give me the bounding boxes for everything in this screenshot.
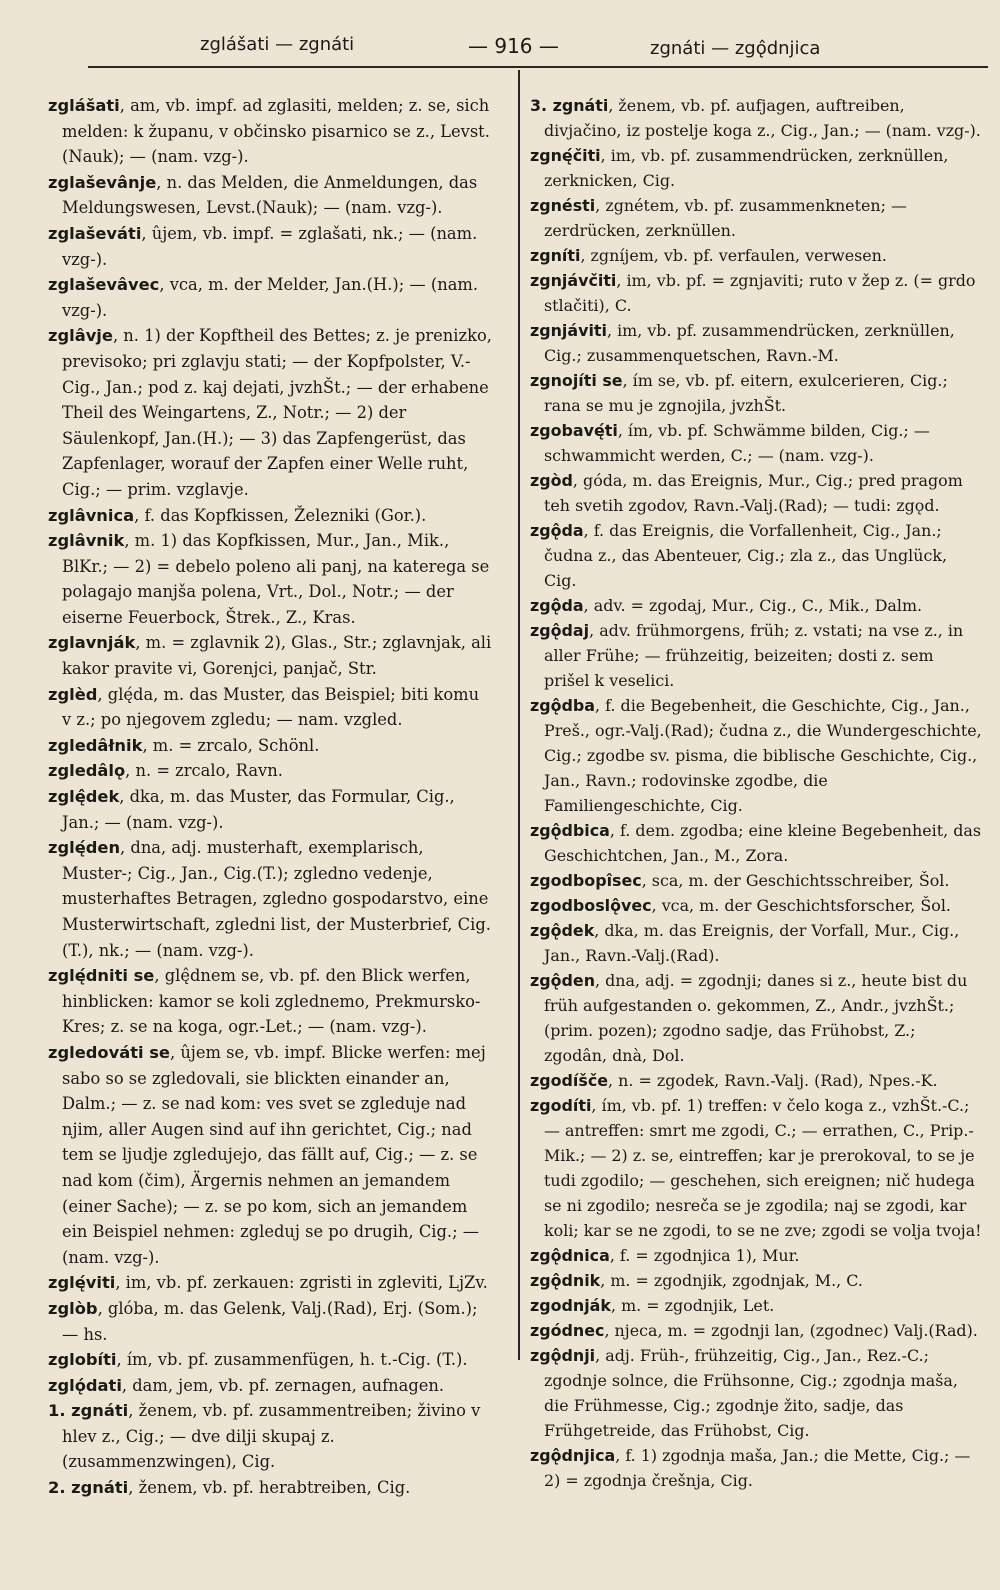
entry-headword: zgnjáviti <box>530 321 607 340</box>
entry-definition: , im, vb. pf. zusammendrücken, zerknüllen, zerknicken, Cig. <box>544 146 949 190</box>
entry-headword: zglaševânje <box>48 172 157 192</box>
entry-definition: , dka, m. das Ereignis, der Vorfall, Mur., Cig., Jan., Ravn.-Valj.(Rad). <box>544 921 960 965</box>
dictionary-entry <box>530 468 982 518</box>
entry-headword: zgodíšče <box>530 1071 609 1090</box>
dictionary-entry <box>530 893 982 918</box>
dictionary-entry <box>48 963 493 1040</box>
dictionary-entry <box>530 143 982 193</box>
entry-definition: , ím, vb. pf. 1) treffen: v čelo koga z., vzhŠt.-C.; — antreffen: smrt me zgodi, C.; — errathen, C., Prip.-Mik.; — 2) z. se, eintreffen; kar je prerokoval, to se je tudi zgodilo; — geschehen, sich ereignen; nič hudega se ni zgodilo; nesreča se je zgodila; naj se zgodi, kar koli; kar se ne zgodi, to se ne zve; zgodi se volja tvoja! <box>544 1096 982 1240</box>
page-header <box>0 0 1000 64</box>
entry-headword: zglâvnica <box>48 505 135 525</box>
entry-headword: zgnę́čiti <box>530 146 601 165</box>
entry-definition: , f. das Kopfkissen, Železniki (Gor.). <box>134 505 427 525</box>
entry-definition: , glę̂dnem se, vb. pf. den Blick werfen, hinblicken: kamor se koli zglednemo, Prekmursko-Kres; z. se na koga, ogr.-Let.; — (nam. vzg-). <box>62 966 481 1037</box>
dictionary-entry <box>530 693 982 818</box>
entry-definition: , dam, jem, vb. pf. zernagen, aufnagen. <box>121 1375 445 1395</box>
entry-headword: zgledováti se <box>48 1042 170 1062</box>
entry-definition: , m. = zglavnik 2), Glas., Str.; zglavnjak, ali kakor pravite vi, Gorenjci, panjač, Str. <box>62 633 492 679</box>
left-guide-word: zglášati — zgnáti <box>200 34 355 55</box>
entry-headword: zglę́viti <box>48 1273 116 1293</box>
entry-headword: zgǫ̂dnik <box>530 1271 601 1290</box>
dictionary-entry <box>530 968 982 1068</box>
dictionary-entry <box>48 1270 493 1296</box>
dictionary-entry <box>530 318 982 368</box>
entry-headword: zgǫ̂da <box>530 521 584 540</box>
dictionary-entry <box>530 1343 982 1443</box>
column-divider <box>518 70 520 1360</box>
entry-headword: zglę́dniti se <box>48 966 155 986</box>
entry-definition: , m. = zgodnjik, Let. <box>610 1296 775 1315</box>
dictionary-entry <box>530 1318 982 1343</box>
dictionary-entry <box>48 272 493 323</box>
entry-headword: zgnésti <box>530 196 596 215</box>
entry-definition: , zgnétem, vb. pf. zusammenkneten; — zerdrücken, zerknüllen. <box>544 196 907 240</box>
entry-definition: , m. = zgodnjik, zgodnjak, M., C. <box>600 1271 863 1290</box>
entry-headword: zglèd <box>48 684 98 704</box>
entry-headword: zglòb <box>48 1298 98 1318</box>
entry-definition: , ženem, vb. pf. zusammentreiben; živino v hlev z., Cig.; — dve dilji skupaj z. (zusammenzwingen), Cig. <box>62 1401 481 1472</box>
dictionary-entry <box>48 1475 493 1501</box>
entry-definition: , dna, adj. musterhaft, exemplarisch, Muster-; Cig., Jan., Cig.(T.); zgledno vedenje, musterhaftes Betragen, zgledno gospodarstvo, eine Musterwirtschaft, zgledni list, der Musterbrief, Cig.(T.), nk.; — (nam. vzg-). <box>62 838 491 960</box>
entry-headword: zglášati <box>48 96 120 115</box>
dictionary-entry <box>48 784 493 835</box>
dictionary-entry <box>48 221 493 272</box>
entry-definition: , m. 1) das Kopfkissen, Mur., Jan., Mik., BlKr.; — 2) = debelo poleno ali panj, na katerega se polagajo manjša polena, Vrt., Dol., Notr.; — der eiserne Feuerbock, Štrek., Z., Kras. <box>62 531 490 627</box>
dictionary-entry <box>530 243 982 268</box>
entry-headword: zgǫ̂dnica <box>530 1246 610 1265</box>
dictionary-entry <box>530 193 982 243</box>
entry-headword: zgledâlǫ <box>48 761 126 781</box>
entry-headword: zglaševáti <box>48 223 142 243</box>
entry-definition: , dna, adj. = zgodnji; danes si z., heute bist du früh aufgestanden o. gekommen, Z., Andr., jvzhŠt.; (prim. pozen); zgodno sadje, das Frühobst, Z.; zgodân, dnà, Dol. <box>544 971 968 1065</box>
dictionary-entry <box>48 1398 493 1475</box>
entry-definition: , n. das Melden, die Anmeldungen, das Meldungswesen, Levst.(Nauk); — (nam. vzg-). <box>62 172 478 218</box>
right-column <box>530 93 982 1493</box>
entry-headword: zglaševâvec <box>48 275 160 295</box>
entry-headword: zglę́den <box>48 838 121 858</box>
entry-definition: , f. das Ereignis, die Vorfallenheit, Cig., Jan.; čudna z., das Abenteuer, Cig.; zla z., das Unglück, Cig. <box>544 521 948 590</box>
dictionary-entry <box>48 758 493 784</box>
entry-definition: , adv. = zgodaj, Mur., Cig., C., Mik., Dalm. <box>583 596 923 615</box>
dictionary-entry <box>48 1040 493 1270</box>
entry-definition: , zgníjem, vb. pf. verfaulen, verwesen. <box>580 246 887 265</box>
entry-headword: zgnjávčiti <box>530 271 617 290</box>
entry-headword: zgǫ̂den <box>530 971 596 990</box>
entry-definition: , glóba, m. das Gelenk, Valj.(Rad), Erj. (Som.); — hs. <box>62 1298 478 1344</box>
page-number: — 916 — <box>468 34 559 58</box>
dictionary-entry <box>48 1373 493 1399</box>
dictionary-entry <box>48 1347 493 1373</box>
entry-definition: , njeca, m. = zgodnji lan, (zgodnec) Valj.(Rad). <box>604 1321 978 1340</box>
entry-headword: 1. zgnáti <box>48 1401 129 1421</box>
dictionary-entry <box>530 818 982 868</box>
entry-definition: , im, vb. pf. = zgnjaviti; ruto v žep z. (= grdo stlačiti), C. <box>544 271 976 315</box>
entry-definition: , ím, vb. pf. Schwämme bilden, Cig.; — schwammicht werden, C.; — (nam. vzg-). <box>544 421 930 465</box>
dictionary-entry <box>530 618 982 693</box>
entry-definition: , sca, m. der Geschichtsschreiber, Šol. <box>641 871 950 890</box>
entry-headword: zglobíti <box>48 1350 117 1370</box>
entry-definition: , vca, m. der Geschichtsforscher, Šol. <box>651 896 951 915</box>
entry-definition: , f. 1) zgodnja maša, Jan.; die Mette, Cig.; — 2) = zgodnja črešnja, Cig. <box>544 1446 971 1490</box>
dictionary-entry <box>48 733 493 759</box>
dictionary-entry <box>530 368 982 418</box>
entry-definition: , vca, m. der Melder, Jan.(H.); — (nam. vzg-). <box>62 275 479 320</box>
dictionary-entry <box>48 835 493 963</box>
entry-definition: , im, vb. pf. zerkauen: zgristi in zgleviti, LjZv. <box>115 1273 488 1293</box>
entry-headword: zglę̂dek <box>48 787 120 807</box>
entry-headword: zgodboslǫ̂vec <box>530 896 652 915</box>
dictionary-entry <box>530 1243 982 1268</box>
right-guide-word: zgnáti — zgǫ̂dnjica <box>650 38 821 59</box>
dictionary-entry <box>530 593 982 618</box>
entry-definition: , ím, vb. pf. zusammenfügen, h. t.-Cig. (T.). <box>116 1350 468 1370</box>
dictionary-entry <box>530 1093 982 1243</box>
entry-definition: , dka, m. das Muster, das Formular, Cig., Jan.; — (nam. vzg-). <box>62 787 455 832</box>
entry-definition: , im, vb. pf. zusammendrücken, zerknüllen, Cig.; zusammenquetschen, Ravn.-M. <box>544 321 955 365</box>
dictionary-entry <box>530 93 982 143</box>
dictionary-entry <box>530 518 982 593</box>
entry-definition: , n. = zgodek, Ravn.-Valj. (Rad), Npes.-K. <box>608 1071 938 1090</box>
dictionary-entry <box>530 868 982 893</box>
entry-headword: zgobavę́ti <box>530 421 618 440</box>
dictionary-entry <box>48 528 493 630</box>
dictionary-entry <box>530 1293 982 1318</box>
dictionary-entry <box>530 418 982 468</box>
entry-definition: , ûjem, vb. impf. = zglašati, nk.; — (nam. vzg-). <box>62 223 478 269</box>
entry-headword: 2. zgnáti <box>48 1478 129 1498</box>
entry-headword: zgodnják <box>530 1296 611 1315</box>
entry-headword: zgǫ̂dbica <box>530 821 610 840</box>
entry-definition: , adv. frühmorgens, früh; z. vstati; na vse z., in aller Frühe; — frühzeitig, beizeiten; dosti z. sem prišel k veselici. <box>544 621 964 690</box>
entry-headword: zgǫ̂dba <box>530 696 596 715</box>
dictionary-entry <box>48 503 493 529</box>
entry-headword: zgníti <box>530 246 581 265</box>
entry-headword: 3. zgnáti <box>530 96 609 115</box>
entry-definition: , ženem, vb. pf. herabtreiben, Cig. <box>128 1478 411 1498</box>
entry-headword: zglâvnik <box>48 531 125 551</box>
dictionary-entry <box>530 1443 982 1493</box>
entry-headword: zgǫ̂daj <box>530 621 590 640</box>
entry-definition: , am, vb. impf. ad zglasiti, melden; z. se, sich melden: k županu, v občinsko pisarnico se z., Levst. (Nauk); — (nam. vzg-). <box>62 96 490 167</box>
entry-headword: zglâvje <box>48 326 113 346</box>
entry-definition: , góda, m. das Ereignis, Mur., Cig.; pred pragom teh svetih zgodov, Ravn.-Valj.(Rad); — tudi: zgǫd. <box>544 471 963 515</box>
entry-definition: , n. 1) der Kopftheil des Bettes; z. je prenizko, previsoko; pri zglavju stati; — der Kopfpolster, V.-Cig., Jan.; pod z. kaj dejati, jvzhŠt.; — der erhabene Theil des Weingartens, Z., Notr.; — 2) der Säulenkopf, Jan.(H.); — 3) das Zapfengerüst, das Zapfenlager, worauf der Zapfen einer Welle ruht, Cig.; — prim. vzglavje. <box>62 326 492 499</box>
entry-definition: , ím se, vb. pf. eitern, exulcerieren, Cig.; rana se mu je zgnojila, jvzhŠt. <box>544 371 948 415</box>
entry-headword: zgǫ̂da <box>530 596 584 615</box>
entry-headword: zgnojíti se <box>530 371 623 390</box>
entry-definition: , ûjem se, vb. impf. Blicke werfen: mej sabo so se zgledovali, sie blickten einander an, Dalm.; — z. se nad kom: ves svet se zgleduje nad njim, aller Augen sind auf ihn gerichtet, Cig.; nad tem se ljudje zgledujejo, das fällt auf, Cig.; — z. se nad kom (čim), Ärgernis nehmen an jemandem (einer Sache); — z. se po kom, sich an jemandem ein Beispiel nehmen: zgleduj se po drugih, Cig.; — (nam. vzg-). <box>62 1042 486 1267</box>
entry-definition: , n. = zrcalo, Ravn. <box>125 761 283 781</box>
entry-definition: , f. dem. zgodba; eine kleine Begebenheit, das Geschichtchen, Jan., M., Zora. <box>544 821 982 865</box>
entry-headword: zgǫ̂dnji <box>530 1346 596 1365</box>
entry-headword: zgodbopîsec <box>530 871 642 890</box>
entry-definition: , glę́da, m. das Muster, das Beispiel; biti komu v z.; po njegovem zgledu; — nam. vzgled. <box>62 684 480 730</box>
entry-definition: , f. die Begebenheit, die Geschichte, Cig., Jan., Preš., ogr.-Valj.(Rad); čudna z., die Wundergeschichte, Cig.; zgodbe sv. pisma, die biblische Geschichte, Cig., Jan., Ravn.; rodovinske zgodbe, die Familiengeschichte, Cig. <box>544 696 982 815</box>
entry-headword: zgódnec <box>530 1321 605 1340</box>
dictionary-entry <box>530 918 982 968</box>
dictionary-entry <box>530 1068 982 1093</box>
entry-headword: zgǫ̂dek <box>530 921 595 940</box>
entry-headword: zglǫ́dati <box>48 1375 122 1395</box>
dictionary-entry <box>530 1268 982 1293</box>
entry-definition: , adj. Früh-, frühzeitig, Cig., Jan., Rez.-C.; zgodnje solnce, die Frühsonne, Cig.; zgodnja maša, die Frühmesse, Cig.; zgodnje žito, sadje, das Frühgetreide, das Frühobst, Cig. <box>544 1346 958 1440</box>
dictionary-entry <box>48 93 493 170</box>
dictionary-entry <box>48 682 493 733</box>
entry-headword: zgǫ̂dnjica <box>530 1446 616 1465</box>
left-column <box>48 93 493 1501</box>
entry-definition: , m. = zrcalo, Schönl. <box>142 735 320 755</box>
dictionary-entry <box>48 1296 493 1347</box>
entry-definition: , ženem, vb. pf. aufjagen, auftreiben, divjačino, iz postelje koga z., Cig., Jan.; — (nam. vzg-). <box>544 96 981 140</box>
dictionary-entry <box>48 170 493 221</box>
dictionary-entry <box>530 268 982 318</box>
dictionary-entry <box>48 630 493 681</box>
entry-definition: , f. = zgodnjica 1), Mur. <box>609 1246 800 1265</box>
header-rule <box>88 66 988 68</box>
entry-headword: zgòd <box>530 471 573 490</box>
entry-headword: zgledâłnik <box>48 735 143 755</box>
entry-headword: zglavnják <box>48 633 136 653</box>
dictionary-entry <box>48 323 493 502</box>
entry-headword: zgodíti <box>530 1096 592 1115</box>
